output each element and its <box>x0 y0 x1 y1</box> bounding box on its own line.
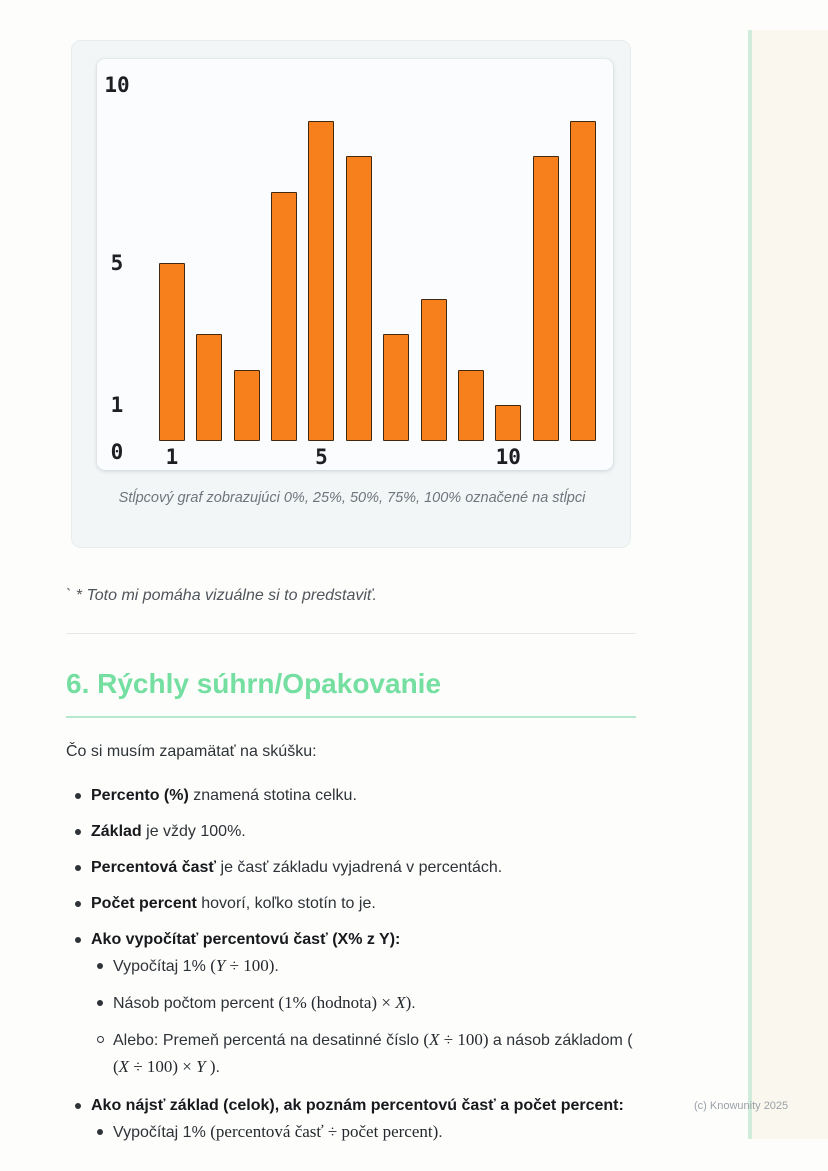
list-item-text: Alebo: Premeň percentá na desatinné číslo (X ÷ 100) a násob základom ( (X ÷ 100) × Y ). <box>113 1030 633 1076</box>
list-item <box>97 953 636 980</box>
bar <box>271 192 297 441</box>
list-item <box>75 855 636 881</box>
bullet-marker <box>75 783 91 809</box>
bar <box>159 263 185 441</box>
bar <box>458 370 484 441</box>
bullet-list <box>66 783 636 1146</box>
chart-caption: Stĺpcový graf zobrazujúci 0%, 25%, 50%, 75%, 100% označené na stĺpci <box>118 490 586 506</box>
y-tick-label: 0 <box>110 440 124 464</box>
bar <box>234 370 260 441</box>
bullet-marker <box>75 927 91 953</box>
list-item <box>75 927 636 953</box>
bar-chart <box>97 59 613 470</box>
document-content <box>66 40 636 1156</box>
bullet-marker <box>75 819 91 845</box>
list-item-text: Základ je vždy 100%. <box>91 823 246 840</box>
y-tick-label: 1 <box>110 393 124 418</box>
bar <box>570 121 596 441</box>
y-tick-label: 10 <box>104 73 130 97</box>
section-heading: 6. Rýchly súhrn/Opakovanie <box>66 667 636 718</box>
y-tick-label: 5 <box>110 251 124 275</box>
bullet-marker <box>75 1093 91 1119</box>
list-item-text: Ako nájsť základ (celok), ak poznám percentovú časť a počet percent: <box>91 1097 624 1114</box>
bar-plot <box>159 81 596 441</box>
bar <box>495 405 521 441</box>
watermark: (c) Knowunity 2025 <box>694 1100 789 1112</box>
x-tick-label: 5 <box>315 445 328 469</box>
bullet-marker <box>97 1027 113 1081</box>
x-tick-label: 10 <box>495 445 521 469</box>
bar <box>421 299 447 441</box>
bullet-marker <box>97 953 113 980</box>
section-intro: Čo si musím zapamätať na skúšku: <box>66 743 317 760</box>
bullet-marker <box>75 855 91 881</box>
bar <box>308 121 334 441</box>
list-item-text: Ako vypočítať percentovú časť (X% z Y): <box>91 931 401 948</box>
list-item-text: Počet percent hovorí, koľko stotín to je. <box>91 895 376 912</box>
page-edge-tint <box>752 30 828 1139</box>
list-item-text: Násob počtom percent (1% (hodnota) × X). <box>113 993 416 1012</box>
list-item <box>75 891 636 917</box>
list-item-text: Vypočítaj 1% (percentová časť ÷ počet percent). <box>113 1122 443 1141</box>
note-text: ` * Toto mi pomáha vizuálne si to predstaviť. <box>66 587 377 604</box>
list-item-text: Percentová časť je časť základu vyjadrená v percentách. <box>91 859 503 876</box>
page-edge-green-line <box>748 30 752 1139</box>
bar <box>196 334 222 441</box>
list-item <box>97 1119 636 1146</box>
list-item <box>75 783 636 809</box>
list-item <box>75 819 636 845</box>
bar <box>533 156 559 441</box>
x-tick-label: 1 <box>165 445 179 469</box>
bullet-marker <box>97 990 113 1017</box>
list-item <box>97 990 636 1017</box>
list-item <box>97 1027 636 1081</box>
bar <box>346 156 372 441</box>
list-item-text: Vypočítaj 1% (Y ÷ 100). <box>113 956 279 975</box>
bar <box>383 334 409 441</box>
list-item-text: Percento (%) znamená stotina celku. <box>91 787 357 804</box>
bullet-marker <box>75 891 91 917</box>
chart-figure-card <box>71 40 631 548</box>
bullet-marker <box>97 1119 113 1146</box>
section-divider <box>66 633 636 634</box>
list-item <box>75 1093 636 1119</box>
